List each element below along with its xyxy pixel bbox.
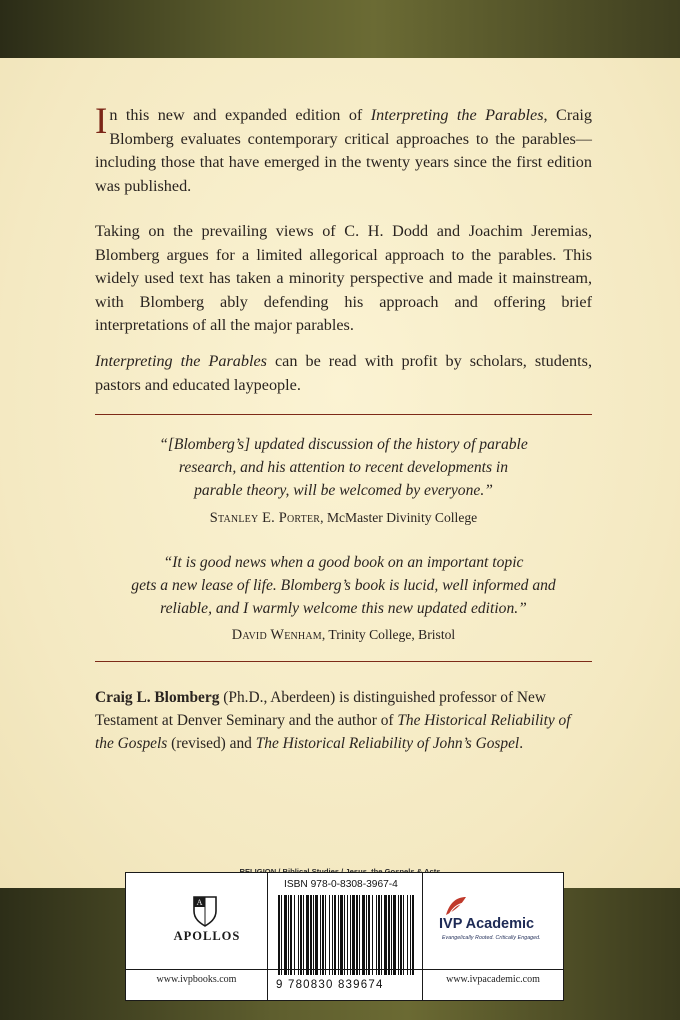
barcode-bar	[398, 895, 399, 975]
barcode-bar	[366, 895, 367, 975]
barcode-bar	[368, 895, 370, 975]
ivpbooks-url[interactable]: www.ivpbooks.com	[156, 974, 237, 985]
author-bio: Craig L. Blomberg (Ph.D., Aberdeen) is distinguished professor of New Testament at Denver Seminary and the author of The Historical Reliability of the Gospels (revised) and The Historical Reliability of John’s Gospel.	[95, 689, 571, 752]
barcode-bar	[320, 895, 321, 975]
panel-divider-left	[267, 873, 268, 1000]
barcode-bar	[322, 895, 324, 975]
endorsement-quote-2: “It is good news when a good book on an important topic gets a new lease of life. Blomberg’s book is lucid, well informed and reliable, and I warmly welcome this new updated edition.”	[131, 554, 556, 617]
barcode-bar	[400, 895, 402, 975]
endorsement-attribution-2: David Wenham, Trinity College, Bristol	[231, 627, 456, 643]
description-paragraph-2: Taking on the prevailing views of C. H. Dodd and Joachim Jeremias, Blomberg argues for a limited allegorical approach to the parables. This widely used text has taken a minority perspective and made it mainstream, with Blomberg ably defending his approach and offering brief interpretations of all the major parables.	[95, 222, 592, 334]
drop-cap: I	[95, 101, 108, 142]
barcode-bar	[393, 895, 396, 975]
barcode-bar	[384, 895, 387, 975]
apollos-shield-letter: A	[196, 898, 203, 907]
barcode-bar	[340, 895, 343, 975]
barcode-bar	[294, 895, 295, 975]
barcode-bar	[378, 895, 380, 975]
barcode-bar	[290, 895, 292, 975]
barcode-bar	[310, 895, 312, 975]
ivp-tagline: Evangelically Rooted. Critically Engaged.	[442, 935, 541, 941]
barcode-bar	[391, 895, 392, 975]
barcode-bar	[284, 895, 287, 975]
barcode-panel	[125, 872, 564, 1001]
isbn-digits: 9 780830 839674	[276, 979, 384, 991]
ivpacademic-url[interactable]: www.ivpacademic.com	[446, 974, 540, 985]
barcode-bar	[288, 895, 289, 975]
barcode-bars	[278, 895, 416, 977]
barcode-bar	[278, 895, 280, 975]
barcode-bar	[407, 895, 408, 975]
description-paragraph-3: Interpreting the Parables can be read with profit by scholars, students, pastors and educated laypeople.	[95, 352, 592, 394]
isbn-label: ISBN 978-0-8308-3967-4	[284, 879, 398, 890]
description-paragraph-1: In this new and expanded edition of Interpreting the Parables, Craig Blomberg evaluates contemporary critical approaches to the parables—including those that have emerged in the twenty years since the first edition was published.	[95, 101, 593, 195]
barcode-bar	[303, 895, 304, 975]
barcode-bar	[313, 895, 314, 975]
barcode-bar	[359, 895, 360, 975]
author-name: Craig L. Blomberg	[95, 689, 220, 706]
book-title-italic: Interpreting the Parables	[370, 106, 544, 124]
barcode-bar	[388, 895, 390, 975]
barcode-bar	[281, 895, 282, 975]
barcode-bar	[332, 895, 333, 975]
barcode-bar	[315, 895, 318, 975]
barcode-bar	[350, 895, 351, 975]
barcode-bar	[356, 895, 358, 975]
barcode-bar	[344, 895, 345, 975]
barcode-bar	[372, 895, 373, 975]
ivp-academic-logo-text: IVP Academic	[439, 916, 535, 932]
divider-rule-bottom	[95, 661, 592, 662]
divider-rule-top	[95, 414, 592, 415]
barcode-bar	[325, 895, 326, 975]
barcode-bar	[376, 895, 377, 975]
endorsement-quote-1: “[Blomberg’s] updated discussion of the history of parable research, and his attention to recent developments in parable theory, will be welcomed by everyone.”	[159, 436, 528, 499]
barcode-bar	[352, 895, 355, 975]
barcode-bar	[329, 895, 330, 975]
barcode-bar	[362, 895, 365, 975]
barcode-bar	[381, 895, 382, 975]
barcode-bar	[347, 895, 348, 975]
barcode-bar	[403, 895, 404, 975]
endorsement-attribution-1: Stanley E. Porter, McMaster Divinity College	[209, 510, 478, 526]
barcode-bar	[300, 895, 302, 975]
ivp-logo-icon	[444, 895, 468, 917]
barcode-bar	[298, 895, 299, 975]
barcode-bar	[306, 895, 309, 975]
top-olive-band	[0, 0, 680, 58]
barcode-bar	[338, 895, 339, 975]
barcode-bar	[410, 895, 411, 975]
barcode-bar	[412, 895, 414, 975]
book-title-italic: Interpreting the Parables	[95, 352, 267, 370]
barcode-bar	[334, 895, 336, 975]
apollos-shield-icon	[192, 895, 218, 927]
apollos-logo-text: APOLLOS	[173, 929, 241, 943]
